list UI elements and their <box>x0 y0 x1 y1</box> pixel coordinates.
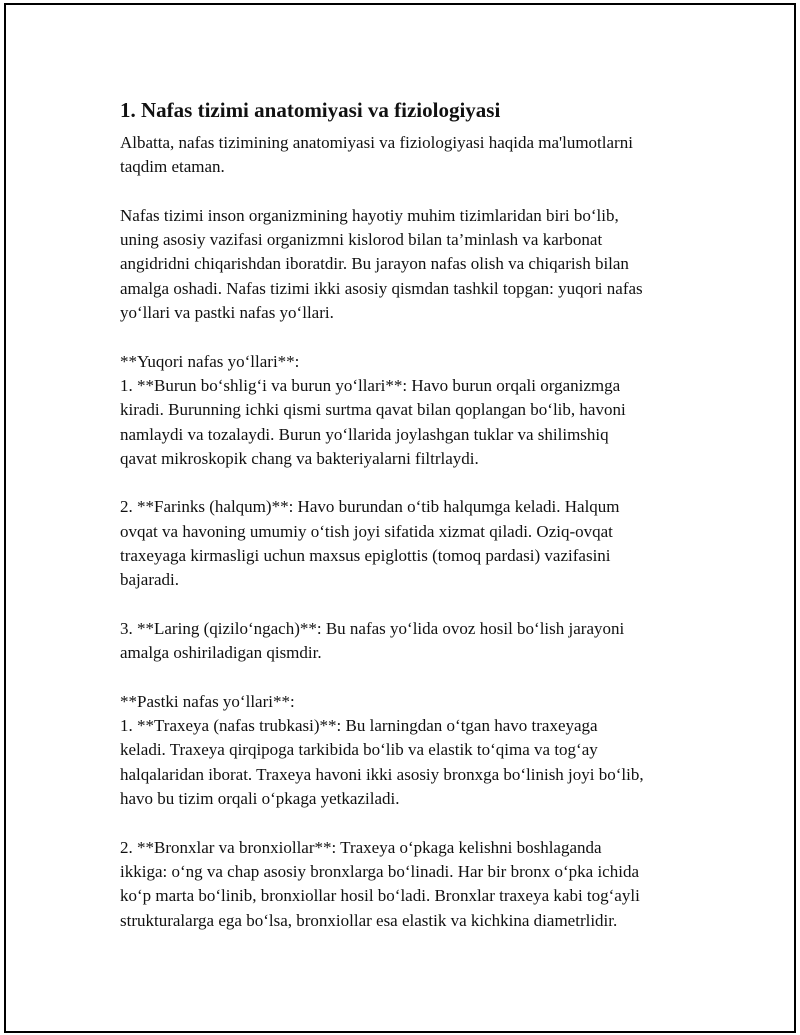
text-line: namlaydi va tozalaydi. Burun yo‘llarida joylashgan tuklar va shilimshiq <box>120 424 609 444</box>
text-line: **Yuqori nafas yo‘llari**: <box>120 351 300 371</box>
text-line: 3. **Laring (qizilo‘ngach)**: Bu nafas yo‘lida ovoz hosil bo‘lish jarayoni <box>120 618 625 638</box>
document-body <box>120 131 700 933</box>
text-line: ovqat va havoning umumiy o‘tish joyi sifatida xizmat qiladi. Oziq-ovqat <box>120 521 613 541</box>
paragraph-gap <box>120 471 700 495</box>
text-line: 2. **Bronxlar va bronxiollar**: Traxeya o‘pkaga kelishni boshlaganda <box>120 837 602 857</box>
paragraph-gap <box>120 811 700 835</box>
text-line: uning asosiy vazifasi organizmni kislorod bilan ta’minlash va karbonat <box>120 230 603 250</box>
text-line: taqdim etaman. <box>120 157 225 177</box>
text-line: traxeyaga kirmasligi uchun maxsus epiglottis (tomoq pardasi) vazifasini <box>120 546 611 566</box>
text-line: kiradi. Burunning ichki qismi surtma qavat bilan qoplangan bo‘lib, havoni <box>120 400 626 420</box>
text-line: **Pastki nafas yo‘llari**: <box>120 691 295 711</box>
text-line: bajaradi. <box>120 570 179 590</box>
text-line: 1. **Traxeya (nafas trubkasi)**: Bu larningdan o‘tgan havo traxeyaga <box>120 716 598 736</box>
text-line: halqalaridan iborat. Traxeya havoni ikki asosiy bronxga bo‘linish joyi bo‘lib, <box>120 764 644 784</box>
paragraph-gap <box>120 666 700 690</box>
text-line: amalga oshiriladigan qismdir. <box>120 643 322 663</box>
text-line: yo‘llari va pastki nafas yo‘llari. <box>120 303 334 323</box>
text-line: keladi. Traxeya qirqipoga tarkibida bo‘lib va elastik to‘qima va tog‘ay <box>120 740 598 760</box>
text-line: qavat mikroskopik chang va bakteriyalarni filtrlaydi. <box>120 448 479 468</box>
document-title: 1. Nafas tizimi anatomiyasi va fiziologiyasi <box>120 98 501 122</box>
text-line: ikkiga: o‘ng va chap asosiy bronxlarga bo‘linadi. Har bir bronx o‘pka ichida <box>120 861 639 881</box>
text-line: strukturalarga ega bo‘lsa, bronxiollar esa elastik va kichkina diametrlidir. <box>120 910 618 930</box>
text-line: Albatta, nafas tizimining anatomiyasi va fiziologiyasi haqida ma'lumotlarni <box>120 133 633 152</box>
text-line: havo bu tizim orqali o‘pkaga yetkaziladi. <box>120 789 400 809</box>
text-line: 1. **Burun bo‘shlig‘i va burun yo‘llari**: Havo burun orqali organizmga <box>120 375 621 395</box>
text-line: angidridni chiqarishdan iboratdir. Bu jarayon nafas olish va chiqarish bilan <box>120 254 629 274</box>
document-content <box>120 97 700 933</box>
text-line: ko‘p marta bo‘linib, bronxiollar hosil bo‘ladi. Bronxlar traxeya kabi tog‘ayli <box>120 886 640 906</box>
paragraph-gap <box>120 593 700 617</box>
page-frame <box>4 3 796 1033</box>
text-line: amalga oshadi. Nafas tizimi ikki asosiy qismdan tashkil topgan: yuqori nafas <box>120 278 643 298</box>
paragraph-gap <box>120 180 700 204</box>
paragraph-gap <box>120 325 700 349</box>
text-line: 2. **Farinks (halqum)**: Havo burundan o‘tib halqumga keladi. Halqum <box>120 497 620 517</box>
text-line: Nafas tizimi inson organizmining hayotiy muhim tizimlaridan biri bo‘lib, <box>120 205 619 225</box>
